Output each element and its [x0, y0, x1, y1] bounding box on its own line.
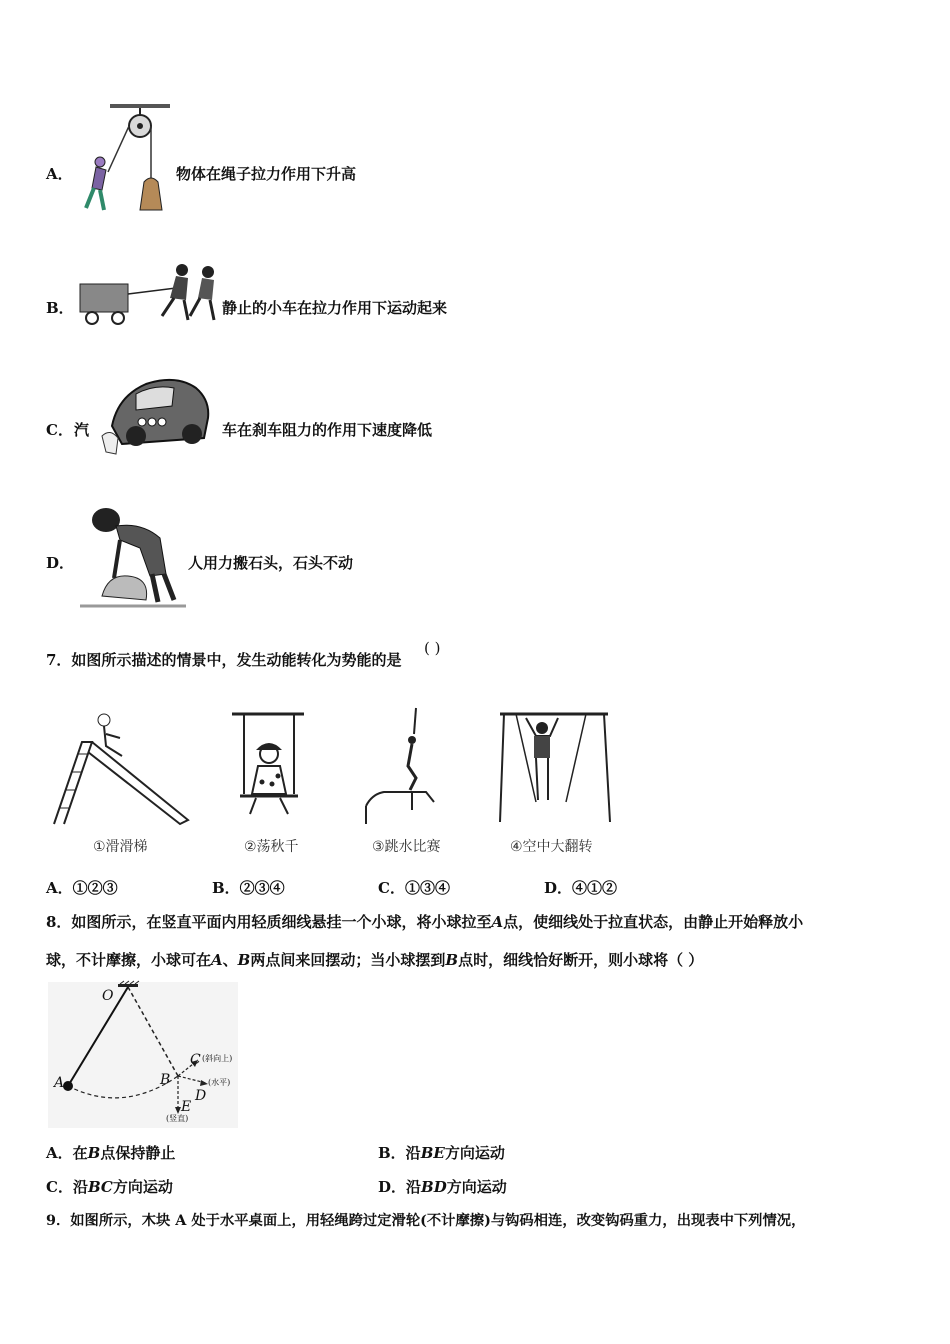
question-line-2: 球，不计摩擦，小球可在A、B两点间来回摆动；当小球摆到B点时，细线恰好断开，则小球将（ ）	[46, 951, 704, 969]
answer-paren: ( )	[424, 639, 441, 657]
person-lifting-rock-image	[80, 498, 186, 614]
point-b-label: B	[160, 1072, 171, 1088]
slide-image	[48, 712, 194, 828]
point-c-note: (斜向上)	[202, 1054, 233, 1063]
figure-caption: ②荡秋千	[244, 839, 299, 855]
point-e-label: E	[181, 1099, 192, 1115]
figure-caption: ④空中大翻转	[510, 839, 593, 855]
option-c: C．沿BC方向运动	[46, 1178, 173, 1196]
option-a: A．在B点保持静止	[46, 1144, 176, 1162]
q9-question-text: 9．如图所示，木块 A 处于水平桌面上，用轻绳跨过定滑轮(不计摩擦)与钩码相连，改变钩码重力，出现表中下列情况，	[46, 1213, 806, 1229]
option-b: B．②③④	[212, 879, 285, 897]
question-text: 7．如图所示描述的情景中，发生动能转化为势能的是	[46, 651, 402, 669]
flip-rings-image	[496, 708, 612, 830]
point-d-label: D	[195, 1088, 207, 1104]
option-label: B．	[46, 299, 74, 317]
option-a: A．①②③	[46, 879, 118, 897]
children-pulling-cart-image	[76, 262, 222, 328]
question-line-1: 8．如图所示，在竖直平面内用轻质细线悬挂一个小球，将小球拉至A点，使细线处于拉直状态，由静止开始释放小	[46, 913, 804, 931]
option-text: 人用力搬石头，石头不动	[188, 554, 354, 572]
diving-image	[366, 706, 440, 830]
option-c: C．①③④	[378, 879, 450, 897]
option-d: D．④①②	[544, 879, 618, 897]
option-d: D．沿BD方向运动	[378, 1178, 507, 1196]
option-label: C．	[46, 421, 73, 439]
option-text-start: 汽	[74, 421, 90, 439]
figure-caption: ③跳水比赛	[372, 839, 441, 855]
pulley-lifting-image	[78, 100, 173, 222]
point-c-label: C	[190, 1052, 201, 1068]
option-label: A．	[46, 165, 73, 183]
option-text: 静止的小车在拉力作用下运动起来	[222, 299, 448, 317]
option-b: B．沿BE方向运动	[378, 1144, 505, 1162]
point-e-note: (竖直)	[166, 1114, 189, 1123]
point-a-label: A	[54, 1075, 65, 1091]
figure-caption: ①滑滑梯	[93, 839, 148, 855]
swing-image	[232, 710, 306, 830]
car-braking-image	[92, 366, 222, 462]
option-text-end: 车在刹车阻力的作用下速度降低	[222, 421, 433, 439]
point-d-note: (水平)	[208, 1078, 231, 1087]
option-text: 物体在绳子拉力作用下升高	[176, 165, 357, 183]
option-label: D．	[46, 554, 75, 572]
point-o-label: O	[102, 988, 114, 1004]
